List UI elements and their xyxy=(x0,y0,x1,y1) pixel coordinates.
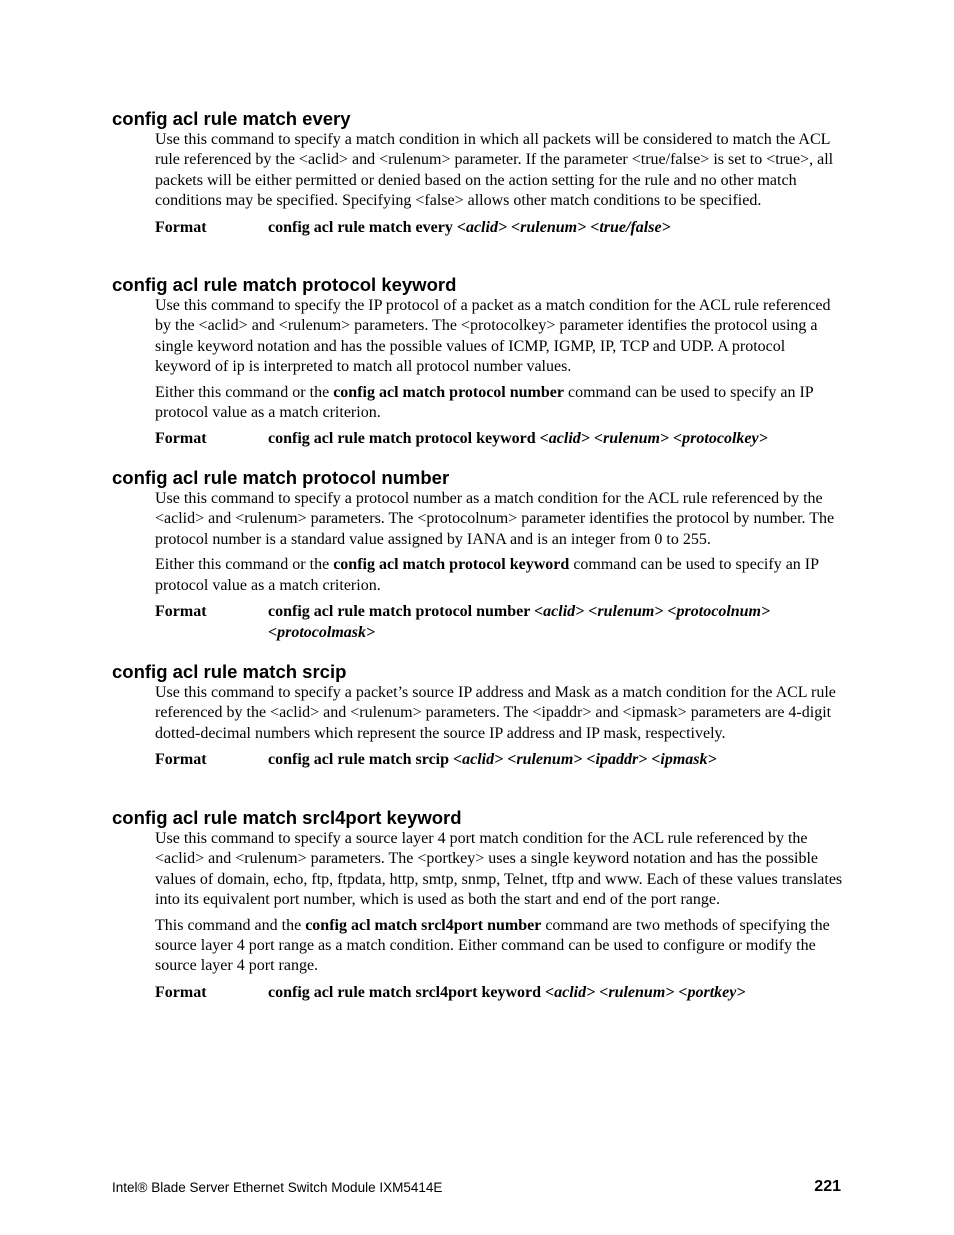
command-name: config acl rule match every xyxy=(268,218,453,236)
section-protocol-keyword xyxy=(112,274,842,449)
bold-command-reference: config acl match protocol keyword xyxy=(333,556,570,574)
command-args: <aclid> <rulenum> <protocolkey> xyxy=(539,430,768,448)
paragraph: Either this command or the config acl match protocol keyword command can be used to specify an IP protocol value as a match criterion. xyxy=(155,556,819,594)
section-protocol-number xyxy=(112,467,842,643)
paragraph: Use this command to specify the IP protocol of a packet as a match condition for the ACL rule referenced by the <aclid> and <rulenum> parameters. The <protocolkey> parameter identifies the protocol using a single keyword notation and has the possible values of ICMP, IGMP, IP, TCP and UDP. A protocol keyword of ip is interpreted to match all protocol number values. xyxy=(155,297,831,376)
section-heading: config acl rule match srcip xyxy=(112,661,347,682)
format-row xyxy=(155,428,843,449)
command-name: config acl rule match srcl4port keyword xyxy=(268,983,541,1001)
bold-command-reference: config acl match protocol number xyxy=(333,383,564,401)
paragraph: This command and the config acl match srcl4port number command are two methods of specifying the source layer 4 port range as a match condition. Either command can be used to configure or modify the source layer 4 port range. xyxy=(155,916,830,975)
section-srcl4port-keyword xyxy=(112,807,842,1003)
section-heading: config acl rule match srcl4port keyword xyxy=(112,807,462,828)
format-command xyxy=(268,982,843,1003)
section-heading: config acl rule match protocol keyword xyxy=(112,274,457,295)
format-row xyxy=(155,749,843,770)
format-command xyxy=(268,217,843,238)
format-row xyxy=(155,217,843,238)
command-args: <aclid> <rulenum> <portkey> xyxy=(545,983,746,1001)
paragraph: Use this command to specify a match condition in which all packets will be considered to match the ACL rule referenced by the <aclid> and <rulenum> parameter. If the parameter <true/false> is set to <true>, all packets will be either permitted or denied based on the action setting for the rule and no other match conditions may be specified. Specifying <false> allows other match conditions to be specified. xyxy=(155,131,834,210)
format-command xyxy=(268,601,843,643)
footer-title: Intel® Blade Server Ethernet Switch Module IXM5414E xyxy=(112,1180,443,1195)
format-label: Format xyxy=(155,218,207,236)
format-row xyxy=(155,601,843,643)
format-label: Format xyxy=(155,751,207,769)
command-args: <aclid> <rulenum> <true/false> xyxy=(456,218,671,236)
section-heading: config acl rule match protocol number xyxy=(112,467,450,488)
format-label: Format xyxy=(155,983,207,1001)
section-match-every xyxy=(112,108,842,238)
section-srcip xyxy=(112,661,842,770)
paragraph: Use this command to specify a source layer 4 port match condition for the ACL rule referenced by the <aclid> and <rulenum> parameters. The <portkey> uses a single keyword notation and has the possible values of domain, echo, ftp, ftpdata, http, smtp, snmp, Telnet, tftp and www. Each of these values translates into its equivalent port number, which is used as both the start and end of the port range. xyxy=(155,830,843,909)
paragraph: Use this command to specify a packet’s source IP address and Mask as a match condition for the ACL rule referenced by the <aclid> and <rulenum> parameters. The <ipaddr> and <ipmask> parameters are 4-digit dotted-decimal numbers which represent the source IP address and IP mask, respectively. xyxy=(155,684,836,742)
paragraph: Either this command or the config acl match protocol number command can be used to specify an IP protocol value as a match criterion. xyxy=(155,383,814,422)
command-args: <aclid> <rulenum> <ipaddr> <ipmask> xyxy=(453,751,717,769)
paragraph: Use this command to specify a protocol number as a match condition for the ACL rule referenced by the <aclid> and <rulenum> parameters. The <protocolnum> parameter identifies the protocol by number. The protocol number is a standard value assigned by IANA and is an integer from 0 to 255. xyxy=(155,490,835,548)
bold-command-reference: config acl match srcl4port number xyxy=(305,916,542,934)
format-command xyxy=(268,749,843,770)
format-command xyxy=(268,428,843,449)
format-row xyxy=(155,982,843,1003)
section-heading: config acl rule match every xyxy=(112,108,351,129)
command-name: config acl rule match protocol number xyxy=(268,603,531,621)
command-args: <aclid> <rulenum> <protocolnum> <protocolmask> xyxy=(268,603,771,642)
format-label: Format xyxy=(155,603,207,621)
command-name: config acl rule match srcip xyxy=(268,751,450,769)
format-label: Format xyxy=(155,430,207,448)
page-number: 221 xyxy=(814,1178,841,1195)
command-name: config acl rule match protocol keyword xyxy=(268,430,536,448)
